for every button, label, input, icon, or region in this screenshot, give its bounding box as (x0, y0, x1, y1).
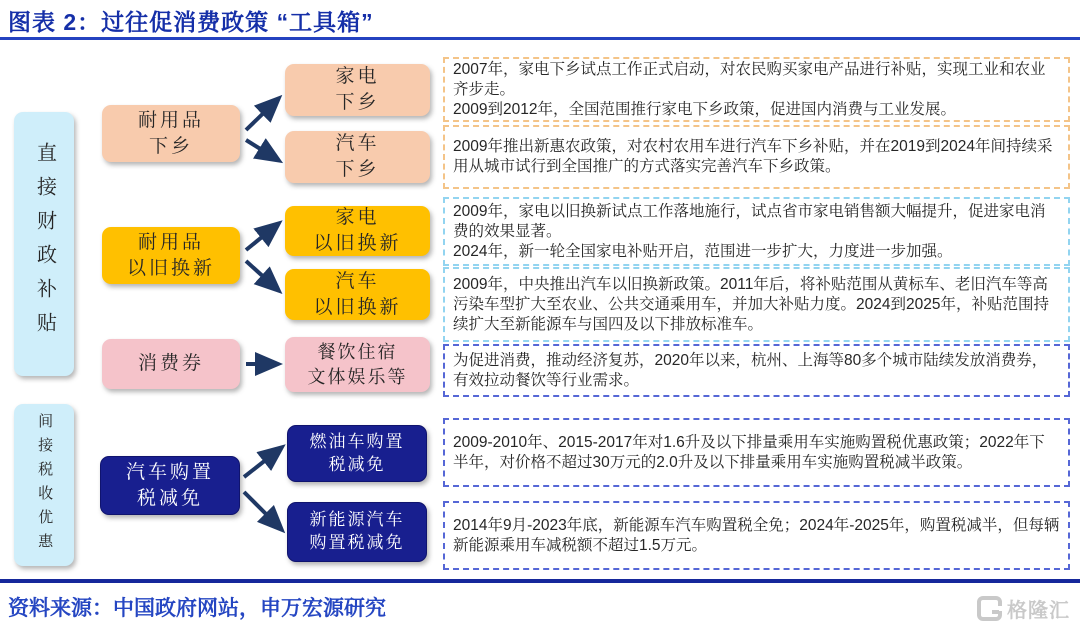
description-cars-to-countryside (443, 125, 1070, 189)
category-durables-trade-in (102, 227, 240, 284)
group-direct-fiscal-subsidy (14, 112, 74, 376)
description-paragraph: 2009到2012年，全国范围推行家电下乡政策，促进国内消费与工业发展。 (453, 100, 956, 118)
group-label: 间接税收优惠 (36, 413, 54, 557)
group-indirect-tax-incentive (14, 404, 74, 566)
description-consumption-vouchers (443, 344, 1070, 397)
description-fuel-car-tax-relief (443, 418, 1070, 487)
description-nev-tax-relief (443, 501, 1070, 570)
gelonghui-g-icon (977, 596, 1002, 621)
subcategory-appliance-trade-in (285, 206, 430, 256)
subcategory-label-line: 下乡 (335, 159, 380, 180)
subcategory-label-line: 汽车 (335, 270, 380, 292)
subcategory-label-line: 文体娱乐等 (307, 366, 408, 387)
category-label-line: 以旧换新 (126, 257, 215, 279)
subcategory-label-line: 下乡 (335, 92, 380, 113)
description-paragraph: 2007年，家电下乡试点工作正式启动，对农民购买家电产品进行补贴，实现工业和农业齐步走。 (453, 60, 1046, 98)
description-appliance-trade-in (443, 197, 1070, 266)
source-text: 资料来源：中国政府网站，申万宏源研究 (8, 597, 386, 620)
subcategory-label-line: 新能源汽车 (309, 510, 405, 530)
description-paragraph: 2014年9月-2023年底，新能源车汽车购置税全免；2024年-2025年，购置税减半，但每辆新能源乘用车减税额不超过1.5万元。 (453, 516, 1060, 554)
subcategory-label-line: 餐饮住宿 (317, 342, 398, 363)
description-paragraph: 2009-2010年、2015-2017年对1.6升及以下排量乘用车实施购置税优惠政策；2022年下半年，对价格不超过30万元的2.0升及以下排量乘用车实施购置税减半政策。 (453, 433, 1045, 471)
description-paragraph: 2024年，新一轮全国家电补贴开启，范围进一步扩大，力度进一步加强。 (453, 242, 953, 260)
subcategory-car-trade-in (285, 269, 430, 320)
figure-title: 图表 2：过往促消费政策 “工具箱” (8, 9, 374, 35)
category-label-line: 耐用品 (137, 231, 204, 253)
subcategory-label-line: 汽车 (335, 133, 380, 155)
group-label: 直接财政补贴 (33, 142, 56, 346)
subcategory-label-line: 燃油车购置 (309, 431, 405, 451)
category-label-line: 耐用品 (137, 109, 204, 131)
subcategory-dining-lodging-entertainment (285, 337, 430, 392)
subcategory-label-line: 以旧换新 (313, 296, 402, 318)
description-paragraph: 2009年，家电以旧换新试点工作落地施行，试点省市家电销售额大幅提升，促进家电消费的效果显著。 (453, 202, 1046, 240)
subcategory-nev-tax-relief (287, 502, 427, 562)
subcategory-appliances-to-countryside (285, 64, 430, 116)
subcategory-label-line: 购置税减免 (309, 533, 405, 552)
title-underline (0, 37, 1080, 40)
gelonghui-logo-text: 格隆汇 (1007, 600, 1070, 622)
subcategory-fuel-car-tax-relief (287, 425, 427, 482)
subcategory-label-line: 以旧换新 (313, 233, 402, 254)
description-paragraph: 为促进消费，推动经济复苏，2020年以来，杭州、上海等80多个城市陆续发放消费券，有效拉动餐饮等行业需求。 (453, 351, 1048, 389)
description-car-trade-in (443, 267, 1070, 342)
footer-divider (0, 579, 1080, 583)
description-appliances-to-countryside (443, 57, 1070, 122)
category-consumption-vouchers (102, 339, 240, 389)
gelonghui-logo (977, 594, 1070, 623)
description-paragraph: 2009年，中央推出汽车以旧换新政策。2011年后，将补贴范围从黄标车、老旧汽车等高污染车型扩大至农业、公共交通乘用车，并加大补贴力度。2024到2025年，补贴范围持续扩大至新能源车与国四及以下排放标准车。 (453, 275, 1049, 333)
subcategory-cars-to-countryside (285, 131, 430, 183)
category-label-line: 汽车购置 (125, 461, 214, 483)
subcategory-label-line: 税减免 (328, 454, 386, 474)
category-durables-to-countryside (102, 105, 240, 162)
description-paragraph: 2009年推出新惠农政策，对农村农用车进行汽车下乡补贴，并在2019到2024年间持续采用从城市试行到全国推广的方式落实完善汽车下乡政策。 (453, 138, 1053, 175)
subcategory-label-line: 家电 (335, 207, 380, 229)
subcategory-label-line: 家电 (335, 66, 380, 88)
category-label-line: 税减免 (136, 487, 203, 509)
category-label-line: 消费券 (137, 353, 204, 375)
category-car-purchase-tax-relief (100, 456, 240, 515)
category-label-line: 下乡 (148, 135, 193, 157)
